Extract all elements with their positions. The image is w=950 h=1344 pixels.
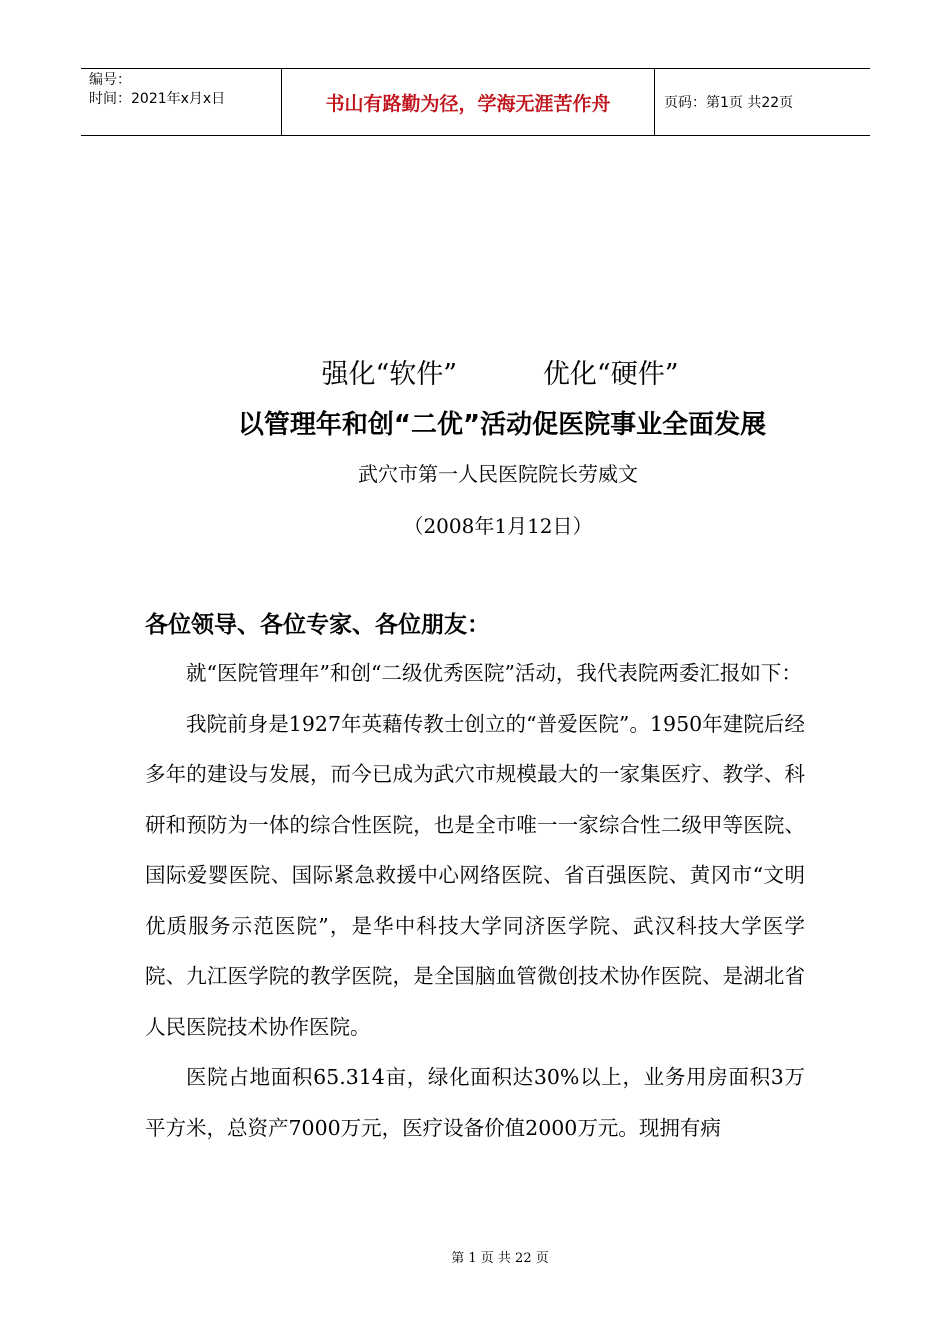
header-page-info: 页码：第1页 共22页 bbox=[664, 95, 794, 111]
header-meta bbox=[89, 71, 225, 109]
page-footer: 第 1 页 共 22 页 bbox=[451, 1251, 549, 1266]
document-greeting: 各位领导、各位专家、各位朋友： bbox=[145, 612, 490, 638]
document-title-line1: 强化“软件” 优化“硬件” bbox=[321, 359, 679, 390]
paragraph: 就“医院管理年”和创“二级优秀医院”活动，我代表院两委汇报如下： bbox=[186, 661, 802, 685]
paragraph: 我院前身是1927年英藉传教士创立的“普爱医院”。1950年建院后经多年的建设与发展，而今已成为武穴市规模最大的一家集医疗、教学、科研和预防为一体的综合性医院，也是全市唯一一家综合性二级甲等医院、国际爱婴医院、国际紧急救援中心网络医院、省百强医院、黄冈市“文明优质服务示范医院”，是华中科技大学同济医学院、武汉科技大学医学院、九江医学院的教学医院，是全国脑血管微创技术协作医院、是湖北省人民医院技术协作医院。 bbox=[145, 711, 805, 1039]
header-divider bbox=[654, 69, 655, 135]
header-time-label: 时间：2021年x月x日 bbox=[89, 91, 226, 107]
paragraph: 医院占地面积65.314亩，绿化面积达30%以上，业务用房面积3万平方米，总资产7000万元，医疗设备价值2000万元。现拥有病 bbox=[145, 1065, 805, 1140]
document-date: （2008年1月12日） bbox=[403, 514, 593, 538]
header-motto: 书山有路勤为径，学海无涯苦作舟 bbox=[325, 92, 611, 115]
document-author: 武穴市第一人民医院院长劳威文 bbox=[358, 462, 638, 486]
document-title-line2: 以管理年和创“二优”活动促医院事业全面发展 bbox=[237, 410, 767, 440]
document-body bbox=[145, 648, 805, 1153]
document-header bbox=[81, 68, 870, 136]
header-number-label: 编号： bbox=[89, 72, 131, 88]
